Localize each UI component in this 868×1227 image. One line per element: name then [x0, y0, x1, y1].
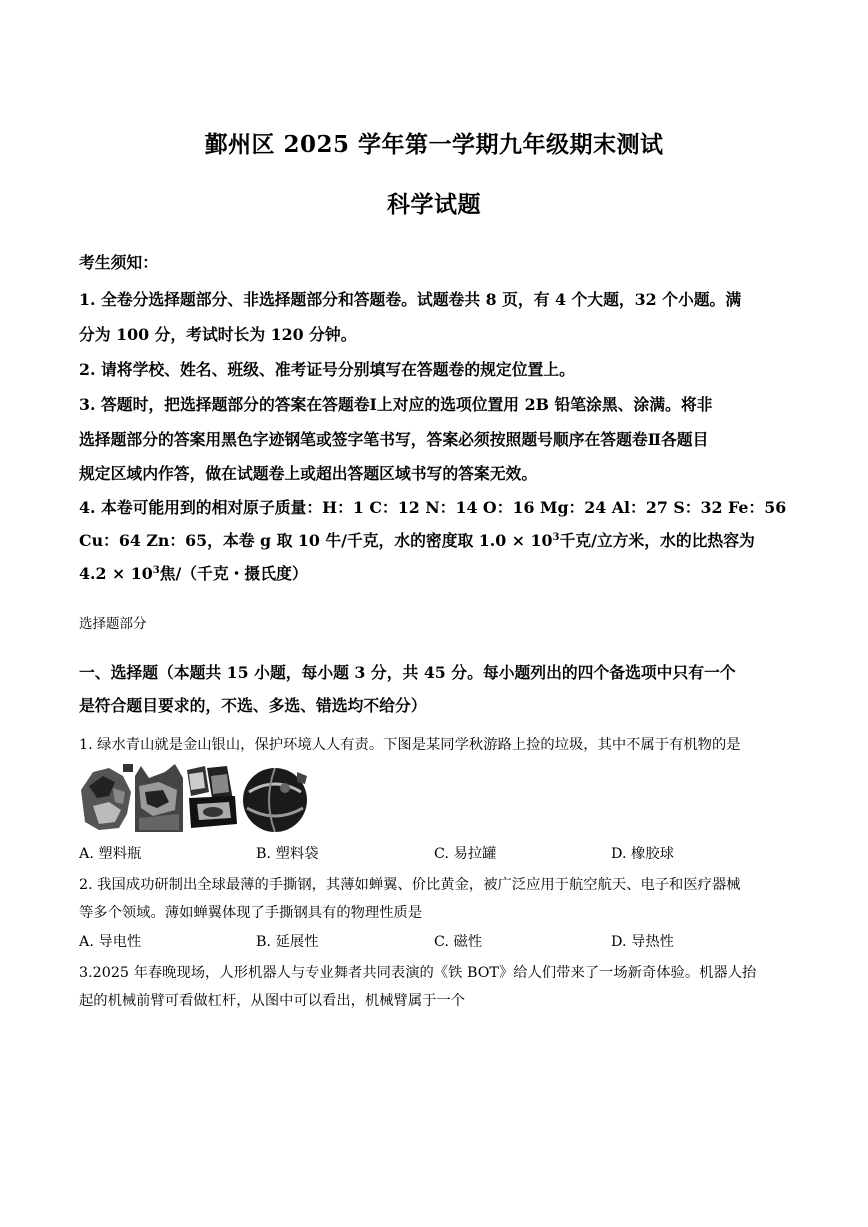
q2-option-b: B. 延展性 [256, 934, 319, 950]
notice-line-9-a: 4.2 × 10 [79, 564, 153, 583]
notice-line-1: 1. 全卷分选择题部分、非选择题部分和答题卷。试题卷共 8 页，有 4 个大题，32 个小题。满 [79, 290, 742, 309]
q2-stem-line-2: 等多个领域。薄如蝉翼体现了手撕钢具有的物理性质是 [79, 905, 423, 921]
plastic-bottle-picture [81, 764, 133, 830]
part1-heading-line-1: 一、选择题（本题共 15 小题，每小题 3 分，共 45 分。每小题列出的四个备选项中只有一个 [79, 663, 736, 682]
q2-option-c: C. 磁性 [434, 934, 483, 950]
q1-option-a: A. 塑料瓶 [79, 846, 142, 862]
q3-stem-line-2: 起的机械前臂可看做杠杆，从图中可以看出，机械臂属于一个 [79, 993, 466, 1009]
notice-line-9-exponent: 3 [152, 565, 160, 576]
exam-title: 鄞州区 2025 学年第一学期九年级期末测试 [204, 131, 664, 158]
q3-stem-line-1: 3.2025 年春晚现场，人形机器人与专业舞者共同表演的《铁 BOT》给人们带来了一场新奇体验。机器人抬 [79, 965, 757, 981]
part1-heading-line-2: 是符合题目要求的，不选、多选、错选均不给分） [79, 696, 427, 715]
notice-line-7: 4. 本卷可能用到的相对原子质量：H：1 C：12 N：14 O：16 Mg：24 Al：27 S：32 Fe：56 [79, 498, 787, 517]
notice-line-8-exponent: 3 [552, 532, 560, 543]
notice-line-6: 规定区域内作答，做在试题卷上或超出答题区域书写的答案无效。 [79, 464, 538, 483]
notice-line-4: 3. 答题时，把选择题部分的答案在答题卷Ⅰ上对应的选项位置用 2B 铅笔涂黑、涂满。将非 [79, 395, 713, 414]
q1-stem: 1. 绿水青山就是金山银山，保护环境人人有责。下图是某同学秋游路上捡的垃圾，其中不属于有机物的是 [79, 737, 741, 753]
q1-garbage-pictures [79, 762, 311, 834]
q1-option-b: B. 塑料袋 [256, 846, 319, 862]
section-label: 选择题部分 [79, 616, 147, 632]
notice-line-8-a: Cu：64 Zn：65，本卷 g 取 10 牛/千克，水的密度取 1.0 × 10 [79, 531, 553, 550]
notice-line-3: 2. 请将学校、姓名、班级、准考证号分别填写在答题卷的规定位置上。 [79, 360, 575, 379]
notice-line-8-b: 千克/立方米，水的比热容为 [559, 531, 755, 550]
notice-line-8 [79, 528, 799, 551]
q1-option-c: C. 易拉罐 [434, 846, 497, 862]
notice-line-2: 分为 100 分，考试时长为 120 分钟。 [79, 325, 357, 344]
cans-picture [187, 766, 237, 828]
q2-option-a: A. 导电性 [79, 934, 142, 950]
q1-option-d: D. 橡胶球 [611, 846, 674, 862]
q2-stem-line-1: 2. 我国成功研制出全球最薄的手撕钢，其薄如蝉翼、价比黄金，被广泛应用于航空航天、电子和医疗器械 [79, 877, 741, 893]
rubber-ball-picture [243, 768, 307, 832]
notice-line-5: 选择题部分的答案用黑色字迹钢笔或签字笔书写，答案必须按照题号顺序在答题卷Ⅱ各题目 [79, 430, 709, 449]
notice-line-9 [79, 561, 799, 584]
notice-heading: 考生须知： [79, 253, 158, 272]
q2-option-d: D. 导热性 [611, 934, 674, 950]
plastic-bag-picture [135, 764, 183, 832]
exam-subtitle: 科学试题 [387, 191, 481, 218]
garbage-photos-illustration [79, 762, 311, 834]
notice-line-9-b: 焦/（千克・摄氏度） [159, 564, 308, 583]
